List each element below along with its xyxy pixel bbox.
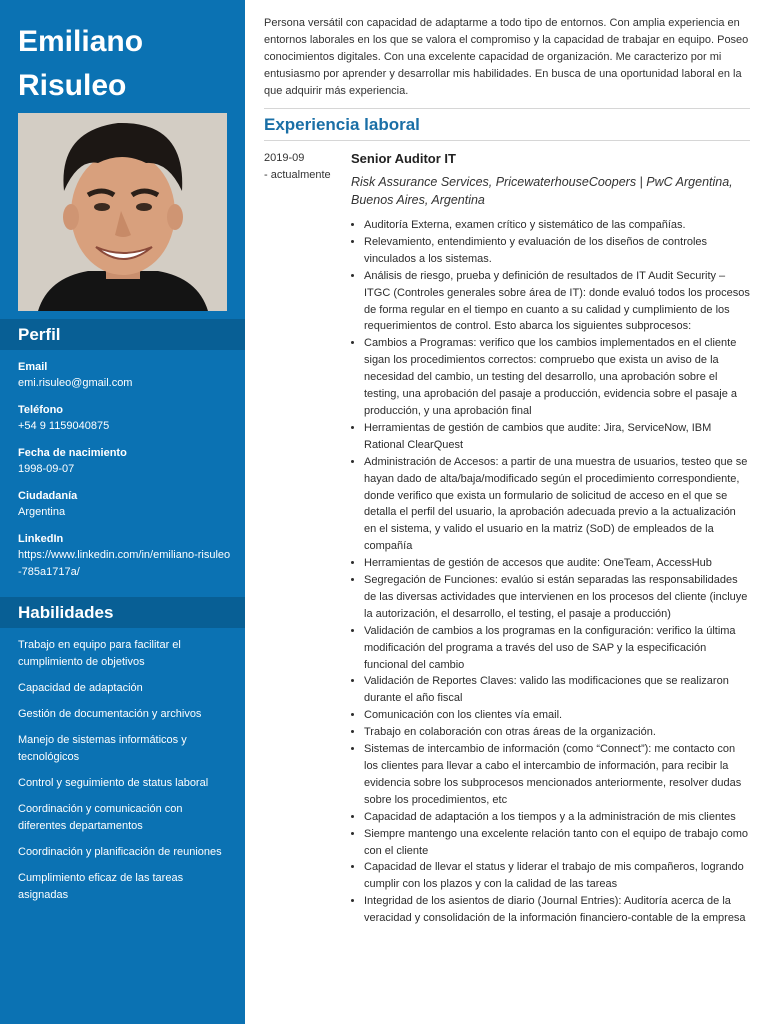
job-date-end: - actualmente bbox=[264, 169, 331, 181]
skill-item: Gestión de documentación y archivos bbox=[18, 708, 202, 720]
list-item: • Sistemas de intercambio de información (como “Connect”): me contacto con los clientes para llevar a cabo el intercambio de información, para recibir la evidencia sobre los subprocesos mencionados anteriormente, resolver dudas sobre los procedimientos, etc bbox=[364, 741, 750, 809]
divider bbox=[264, 108, 750, 109]
profile-photo bbox=[18, 113, 227, 311]
list-item: • Herramientas de gestión de cambios que audite: Jira, ServiceNow, IBM Rational ClearQuest bbox=[364, 420, 750, 454]
profile-photo-illustration bbox=[18, 113, 227, 311]
summary-paragraph: Persona versátil con capacidad de adaptarme a todo tipo de entornos. Con amplia experiencia en entornos laborales en los que se valora el compromiso y la capacidad de trabajar en equipo. Poseo conocimientos digitales. Con una excelente capacidad de organización. Me caracterizo por mi entusiasmo por aprender y desarrollar mis habilidades. En busca de una oportunidad laboral en la que adquirir más experiencia. bbox=[264, 17, 749, 97]
skills-list bbox=[18, 637, 228, 913]
list-item: • Siempre mantengo una excelente relación tanto con el equipo de trabajo como con el cliente bbox=[364, 826, 750, 860]
job-title: Senior Auditor IT bbox=[351, 151, 456, 166]
list-item: • Capacidad de llevar el status y liderar el trabajo de mis compañeros, logrando cumplir con los plazos y con la calidad de las tareas bbox=[364, 859, 750, 893]
citizenship-value: Argentina bbox=[18, 506, 66, 518]
experience-section-title: Experiencia laboral bbox=[264, 115, 420, 134]
list-item: • Validación de cambios a los programas en la configuración: verifico la última modificación del programa a través del uso de SAP y la especificación funcional del cambio bbox=[364, 623, 750, 674]
contact-label: Fecha de nacimiento bbox=[18, 447, 127, 459]
job-dates bbox=[264, 150, 344, 184]
divider bbox=[264, 140, 750, 141]
candidate-name bbox=[18, 20, 233, 108]
list-item: • Capacidad de adaptación a los tiempos y a la administración de mis clientes bbox=[364, 809, 750, 826]
skill-item: Capacidad de adaptación bbox=[18, 682, 143, 694]
job-company: Risk Assurance Services, PricewaterhouseCoopers | PwC Argentina, Buenos Aires, Argentina bbox=[351, 175, 733, 207]
job-bullets bbox=[351, 217, 750, 927]
main-content bbox=[264, 15, 750, 927]
skills-section-header: Habilidades bbox=[0, 597, 245, 628]
list-item: • Herramientas de gestión de accesos que audite: OneTeam, AccessHub bbox=[364, 555, 750, 572]
contact-label: Email bbox=[18, 361, 48, 373]
list-item: • Trabajo en colaboración con otras áreas de la organización. bbox=[364, 724, 750, 741]
contact-label: Ciudadanía bbox=[18, 490, 78, 502]
job-details bbox=[351, 150, 750, 927]
contact-list bbox=[18, 359, 233, 591]
job-date-start: 2019-09 bbox=[264, 152, 305, 164]
list-item: • Análisis de riesgo, prueba y definición de resultados de IT Audit Security – ITGC (Controles generales sobre área de IT): donde evaluó todos los procesos de forma regular en el tiempo en cuanto a su calidad y cumplimiento de los requerimientos de control. Esto abarca los siguientes subprocesos: bbox=[364, 268, 750, 336]
birthdate-value: 1998-09-07 bbox=[18, 463, 75, 475]
name-first: Emiliano bbox=[18, 25, 144, 58]
job-entry bbox=[264, 150, 750, 927]
skill-item: Manejo de sistemas informáticos y tecnológicos bbox=[18, 734, 187, 763]
contact-email bbox=[18, 359, 233, 392]
list-item: • Validación de Reportes Claves: valido las modificaciones que se realizaron durante el año fiscal bbox=[364, 673, 750, 707]
list-item: • Administración de Accesos: a partir de una muestra de usuarios, testeo que se hayan dado de alta/baja/modificado según el procedimiento correspondiente, donde verifico que exista un formulario de solicitud de acceso en el que se detalla el perfil del usuario, la aprobación adecuada previo a la actualización en el sistema, y valido el usuario en la matriz (SoD) de empleados de la compañía bbox=[364, 454, 750, 555]
phone-value[interactable]: +54 9 1159040875 bbox=[18, 420, 110, 432]
list-item: • Comunicación con los clientes vía email. bbox=[364, 707, 750, 724]
contact-phone bbox=[18, 402, 233, 435]
skill-item: Trabajo en equipo para facilitar el cumplimiento de objetivos bbox=[18, 639, 181, 668]
list-item: • Segregación de Funciones: evalúo si están separadas las responsabilidades de las diversas actividades que intervienen en los procesos del cliente (incluye la autorización, el desarrollo, el testing, el pasaje a producción) bbox=[364, 572, 750, 623]
list-item: • Auditoría Externa, examen crítico y sistemático de las compañías. bbox=[364, 217, 750, 234]
skill-item: Coordinación y comunicación con diferentes departamentos bbox=[18, 803, 183, 832]
list-item: • Cambios a Programas: verifico que los cambios implementados en el cliente sigan los procedimientos correctos: compruebo que exista un aviso de la necesidad del cambio, un testing del desarrollo, una aprobación sobre el testing, una aprobación del pasaje a producción, evidencia sobre el pasaje a producción, y una aprobación final bbox=[364, 335, 750, 420]
contact-label: Teléfono bbox=[18, 404, 64, 416]
name-last: Risuleo bbox=[18, 69, 127, 102]
skill-item: Control y seguimiento de status laboral bbox=[18, 777, 209, 789]
contact-citizenship bbox=[18, 488, 233, 521]
contact-label: LinkedIn bbox=[18, 533, 64, 545]
linkedin-link[interactable]: https://www.linkedin.com/in/emiliano-risuleo-785a1717a/ bbox=[18, 549, 231, 578]
list-item: • Relevamiento, entendimiento y evaluación de los diseños de controles vinculados a los sistemas. bbox=[364, 234, 750, 268]
email-value[interactable]: emi.risuleo@gmail.com bbox=[18, 377, 133, 389]
list-item: • Integridad de los asientos de diario (Journal Entries): Auditoría acerca de la veracidad y consolidación de la información financiero-contable de la empresa bbox=[364, 893, 750, 927]
profile-section-header: Perfil bbox=[0, 319, 245, 350]
contact-linkedin bbox=[18, 531, 233, 581]
sidebar bbox=[0, 0, 245, 1024]
skill-item: Cumplimiento eficaz de las tareas asignadas bbox=[18, 872, 184, 901]
contact-birthdate bbox=[18, 445, 233, 478]
skill-item: Coordinación y planificación de reuniones bbox=[18, 846, 222, 858]
